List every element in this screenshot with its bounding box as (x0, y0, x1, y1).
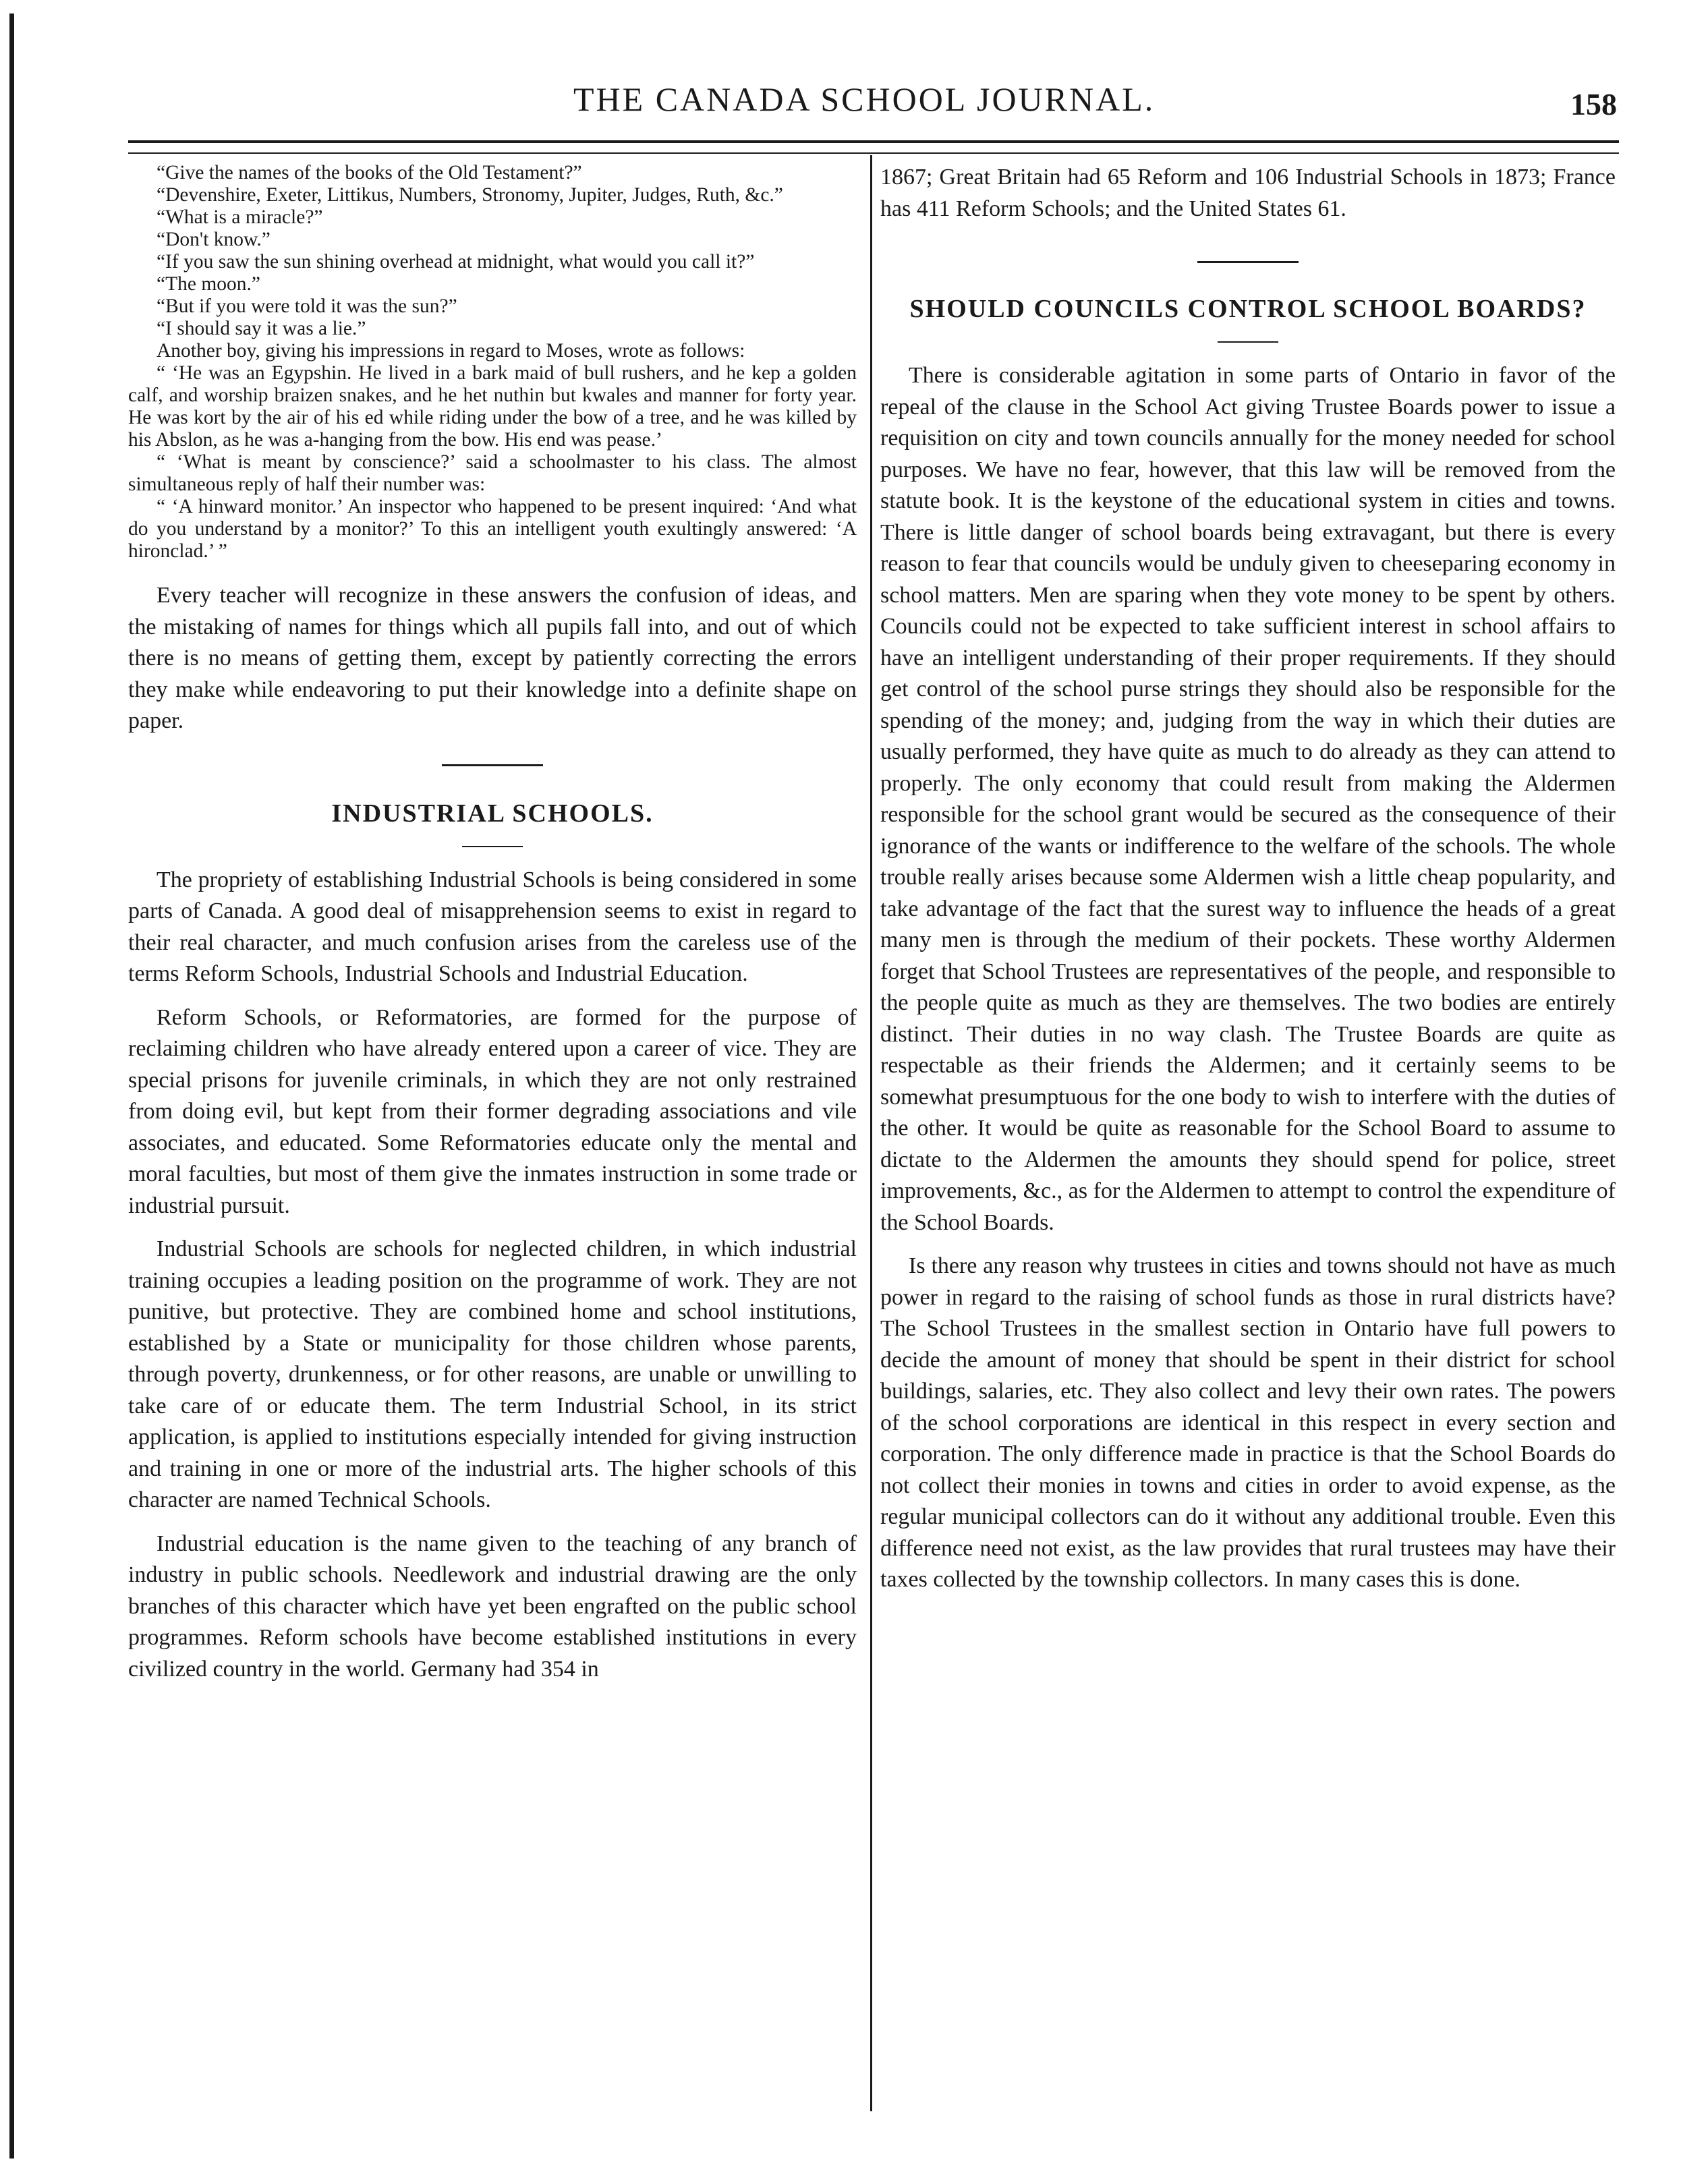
header-rule (128, 140, 1619, 143)
paragraph: Every teacher will recognize in these answers the confusion of ideas, and the mistaking of names for things which all pupils fall into, and out of which there is no means of getting them, except by patiently correcting the errors they make while endeavoring to put their knowledge into a definite shape on paper. (128, 583, 857, 733)
header-rule-thin (128, 152, 1619, 154)
right-column (880, 162, 1616, 1608)
paragraph: Is there any reason why trustees in cities and towns should not have as much power in regard to the raising of school funds as those in rural districts have? The School Trustees in the smallest section in Ontario have full powers to decide the amount of money that should be spent in their district for school buildings, salaries, etc. They also collect and levy their own rates. The powers of the school corporations are identical in this respect in every section and corporation. The only difference made in practice is that the School Boards do not collect their monies in towns and cities in order to avoid expense, as the regular municipal collectors can do it without any additional trouble. Even this difference need not exist, as the law provides that rural trustees may have their taxes collected by the township collectors. In many cases this is done. (880, 1253, 1616, 1592)
paragraph: Industrial education is the name given to the teaching of any branch of industry in public schools. Needlework and industrial drawing are the only branches of this character which have yet been engrafted on the public school programmes. Reform schools have become established institutions in every civilized country in the world. Germany had 354 in (128, 1531, 857, 1682)
dialogue-line: “What is a miracle?” (156, 206, 323, 228)
dialogue-line: “But if you were told it was the sun?” (156, 295, 457, 317)
page-number: 158 (1570, 87, 1617, 121)
section-heading-councils: SHOULD COUNCILS CONTROL SCHOOL BOARDS? (909, 295, 1587, 323)
dialogue-line: “Don't know.” (156, 229, 271, 250)
paragraph: Reform Schools, or Reformatories, are formed for the purpose of reclaiming children who have already entered upon a career of vice. They are special prisons for juvenile criminals, in which they are not only restrained from doing evil, but kept from their former degrading associations and vile associates, and educated. Some Reformatories educate only the mental and moral faculties, but most of them give the inmates instruction in some trade or industrial pursuit. (128, 1004, 857, 1218)
section-heading-industrial-schools: INDUSTRIAL SCHOOLS. (331, 799, 654, 828)
dialogue-line: “The moon.” (156, 273, 260, 295)
page-edge-rule (9, 13, 14, 2159)
paragraph: Industrial Schools are schools for neglected children, in which industrial training occupies a leading position on the programme of work. They are not punitive, but protective. They are combined home and school institutions, established by a State or municipality for those children whose parents, through poverty, drunkenness, or for other reasons, are unable or unwilling to take care of or educate them. The term Industrial School, in its strict application, is applied to institutions especially intended for giving instruction and training in one or more of the industrial arts. The higher schools of this character are named Technical Schools. (128, 1236, 857, 1512)
column-divider (870, 155, 872, 2111)
dialogue-excerpt (128, 162, 857, 563)
paragraph: 1867; Great Britain had 65 Reform and 106 Industrial Schools in 1873; France has 411 Reform Schools; and the United States 61. (880, 165, 1616, 221)
dialogue-line: “If you saw the sun shining overhead at midnight, what would you call it?” (156, 251, 755, 273)
paragraph: There is considerable agitation in some parts of Ontario in favor of the repeal of the clause in the School Act giving Trustee Boards power to issue a requisition on city and town councils annually for the money needed for school purposes. We have no fear, however, that this law will be removed from the statute book. It is the keystone of the educational system in cities and towns. There is little danger of school boards being extravagant, but there is every reason to fear that councils would be unduly given to cheeseparing economy in school matters. Men are sparing when they vote money to be spent by others. Councils could not be expected to take sufficient interest in school affairs to have an intelligent understanding of their proper requirements. If they should get control of the school purse strings they should also be responsible for the spending of the money; and, judging from the way in which their duties are usually performed, they have quite as much to do already as they can attend to properly. The only economy that could result from making the Aldermen responsible for the school grant would be secured as the consequence of their ignorance of the wants or indifference to the welfare of the schools. The whole trouble really arises because some Aldermen wish a little cheap popularity, and take advantage of the fact that the surest way to influence the heads of a great many men is through the medium of their pockets. These worthy Aldermen forget that School Trustees are representatives of the people, and responsible to the people quite as much as they are themselves. The two bodies are entirely distinct. Their duties in no way clash. The Trustee Boards are quite as respectable as their friends the Aldermen; and it certainly seems to be somewhat presumptuous for the one body to wish to interfere with the duties of the other. It would be quite as reasonable for the School Board to assume to dictate to the Aldermen the amounts they should spend for police, street improvements, &c., as for the Aldermen to attempt to control the expenditure of the School Boards. (880, 363, 1616, 1235)
dialogue-line: “ ‘He was an Egypshin. He lived in a bark maid of bull rushers, and he kep a golden calf, and worship braizen snakes, and he het nuthin but kwales and manner for forty year. He was kort by the air of his ed while riding under the bow of a tree, and he was killed by his Abslon, as he was a-hanging from the bow. His end was pease.’ (128, 362, 857, 451)
dialogue-line: “ ‘A hinward monitor.’ An inspector who happened to be present inquired: ‘And what do you understand by a monitor?’ To this an intelligent youth exultingly answered: ‘A hironclad.’ ” (128, 496, 857, 562)
dialogue-line: “I should say it was a lie.” (156, 318, 366, 339)
dialogue-line: “Give the names of the books of the Old Testament?” (156, 162, 582, 183)
dialogue-line: “Devenshire, Exeter, Littikus, Numbers, Stronomy, Jupiter, Judges, Ruth, &c.” (156, 184, 783, 206)
councils-article (880, 360, 1616, 1596)
closing-remark (128, 580, 857, 737)
paragraph: The propriety of establishing Industrial Schools is being considered in some parts of Canada. A good deal of misapprehension seems to exist in regard to their real character, and much confusion arises from the careless use of the terms Reform Schools, Industrial Schools and Industrial Education. (128, 867, 857, 986)
journal-title: THE CANADA SCHOOL JOURNAL. (573, 80, 1156, 118)
running-head (0, 80, 1708, 134)
industrial-schools-article (128, 865, 857, 1686)
continued-text (880, 162, 1616, 225)
dialogue-line: Another boy, giving his impressions in regard to Moses, wrote as follows: (156, 340, 745, 362)
left-column (128, 162, 857, 1697)
dialogue-line: “ ‘What is meant by conscience?’ said a schoolmaster to his class. The almost simultaneous reply of half their number was: (128, 451, 857, 495)
